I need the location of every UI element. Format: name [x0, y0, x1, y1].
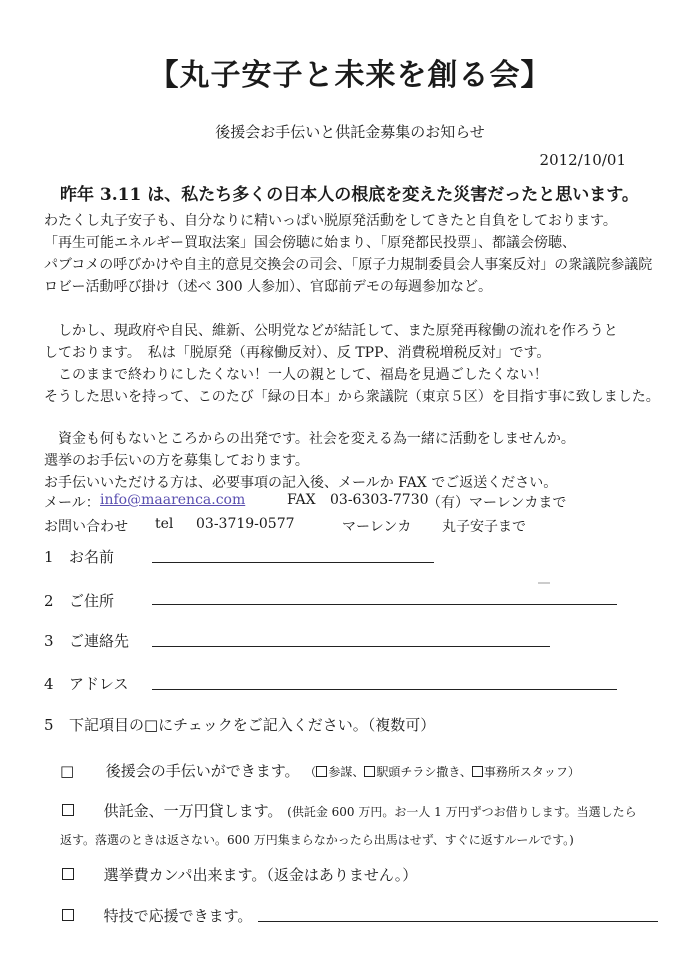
option-flyers: 駅頭チラシ撒き、	[376, 765, 472, 779]
lead-sentence: 昨年 3.11 は、私たち多くの日本人の根底を変えた災害だったと思います。	[60, 185, 639, 205]
address-input-line[interactable]	[152, 604, 617, 605]
skill-checkbox-row	[62, 905, 252, 926]
field-label: お名前	[69, 548, 115, 566]
tel-number: 03-3719-0577	[196, 516, 295, 532]
support-checkbox[interactable]: □	[60, 762, 75, 780]
office-staff-checkbox[interactable]	[472, 766, 483, 777]
deposit-note-continued: 返す。落選のときは返さない。600 万円集まらなかったら出馬はせず、すぐに返すルールです。)	[60, 833, 574, 847]
email-link[interactable]: info@maarenca.com	[100, 492, 246, 508]
field-contact	[44, 630, 129, 651]
paragraph-recruitment	[44, 428, 575, 494]
support-checkbox-row	[60, 760, 580, 781]
question-5	[44, 714, 435, 735]
text-line: お手伝いいただける方は、必要事項の記入後、メールか FAX でご返送ください。	[44, 475, 558, 491]
flyer-checkbox[interactable]	[364, 766, 375, 777]
email-input-line[interactable]	[152, 689, 617, 690]
paragraph-activities	[44, 210, 652, 298]
issue-date: 2012/10/01	[539, 151, 626, 169]
option-strategist: 参謀、	[328, 765, 365, 779]
scan-speck	[538, 582, 550, 584]
field-name	[44, 546, 114, 567]
text-line: わたくし丸子安子も、自分なりに精いっぱい脱原発活動をしてきたと自負をしております。	[44, 213, 617, 229]
text-line: 資金も何もないところからの出発です。社会を変える為一緒に活動をしませんか。	[58, 431, 575, 447]
deposit-label: 供託金、一万円貸します。	[103, 802, 283, 820]
inquiry-label: お問い合わせ	[44, 519, 128, 535]
text-line: ロビー活動呼び掛け（述べ 300 人参加）、官邸前デモの毎週参加など。	[44, 279, 493, 295]
field-number: 3	[44, 632, 54, 650]
text-line: そうした思いを持って、このたび「緑の日本」から衆議院（東京５区）を目指す事に致しました。	[44, 389, 660, 405]
field-email	[44, 673, 129, 694]
field-number: 4	[44, 675, 54, 693]
fax-company: （有）マーレンカまで	[427, 495, 567, 511]
mail-label: メール：	[44, 495, 100, 511]
name-input-line[interactable]	[152, 562, 434, 563]
tel-person: 丸子安子まで	[442, 519, 526, 535]
deposit-checkbox[interactable]	[62, 804, 74, 816]
fax-label: FAX	[287, 492, 316, 508]
campaign-checkbox-row	[62, 864, 417, 885]
skill-input-line[interactable]	[258, 921, 658, 922]
page-title: 【丸子安子と未来を創る会】	[148, 58, 552, 93]
paren-open: （	[304, 765, 317, 779]
text-line: 選挙のお手伝いの方を募集しております。	[44, 453, 309, 469]
field-number: 5	[44, 716, 54, 734]
question-label: 下記項目の□にチェックをご記入ください。（複数可）	[69, 716, 436, 734]
text-line: 「再生可能エネルギー買取法案」国会傍聴に始まり、「原発都民投票」、都議会傍聴、	[44, 235, 576, 251]
field-label: ご連絡先	[69, 632, 130, 650]
paragraph-candidacy	[44, 320, 660, 408]
skill-label: 特技で応援できます。	[103, 907, 253, 925]
field-address	[44, 590, 114, 611]
paren-close: ）	[567, 765, 580, 779]
campaign-checkbox[interactable]	[62, 868, 74, 880]
strategist-checkbox[interactable]	[316, 766, 327, 777]
fax-number: 03-6303-7730	[330, 492, 429, 508]
support-label: 後援会の手伝いができます。	[105, 762, 300, 780]
contact-input-line[interactable]	[152, 646, 550, 647]
tel-label: tel	[155, 516, 174, 532]
text-line: しております。 私は「脱原発（再稼働反対）、反 TPP、消費税増税反対」です。	[44, 345, 551, 361]
deposit-checkbox-row	[62, 800, 637, 821]
text-line: このままで終わりにしたくない！一人の親として、福島を見過ごしたくない！	[58, 367, 548, 383]
skill-checkbox[interactable]	[62, 909, 74, 921]
text-line: しかし、現政府や自民、維新、公明党などが結託して、また原発再稼働の流れを作ろうと	[58, 323, 618, 339]
option-office-staff: 事務所スタッフ	[483, 765, 568, 779]
field-number: 1	[44, 548, 54, 566]
tel-company: マーレンカ	[342, 519, 412, 535]
deposit-note: (供託金 600 万円。お一人 1 万円ずつお借りします。当選したら	[287, 805, 637, 819]
field-label: ご住所	[69, 592, 115, 610]
field-label: アドレス	[69, 675, 129, 693]
field-number: 2	[44, 592, 54, 610]
campaign-label: 選挙費カンパ出来ます。（返金はありません。）	[103, 866, 418, 884]
page-subtitle: 後援会お手伝いと供託金募集のお知らせ	[215, 123, 485, 141]
text-line: パブコメの呼びかけや自主的意見交換会の司会、「原子力規制委員会人事案反対」の衆議院参議院	[44, 257, 653, 273]
